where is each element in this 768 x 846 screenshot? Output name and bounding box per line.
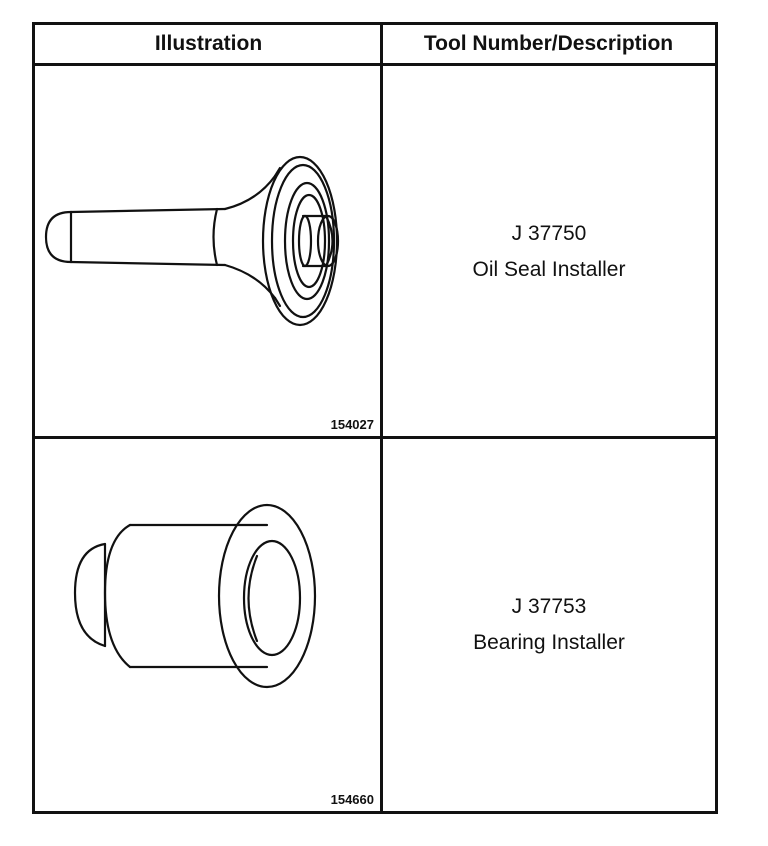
oil-seal-installer-icon: [35, 66, 380, 436]
bearing-installer-icon: [35, 439, 380, 811]
tool-description: Oil Seal Installer: [472, 258, 626, 281]
header-tool-description: Tool Number/Description: [382, 25, 715, 66]
table-row-1-illustration: [35, 66, 380, 436]
table-row-2-illustration: [35, 439, 380, 811]
figure-number: 154027: [330, 417, 374, 432]
header-illustration: Illustration: [35, 25, 382, 66]
tool-description: Bearing Installer: [473, 631, 625, 654]
tool-number: J 37753: [511, 595, 587, 618]
table-row-1-description: [383, 66, 715, 436]
table-row-2-description: [383, 439, 715, 811]
figure-number: 154660: [330, 792, 374, 807]
tool-table: [32, 22, 718, 814]
tool-number: J 37750: [511, 222, 587, 245]
